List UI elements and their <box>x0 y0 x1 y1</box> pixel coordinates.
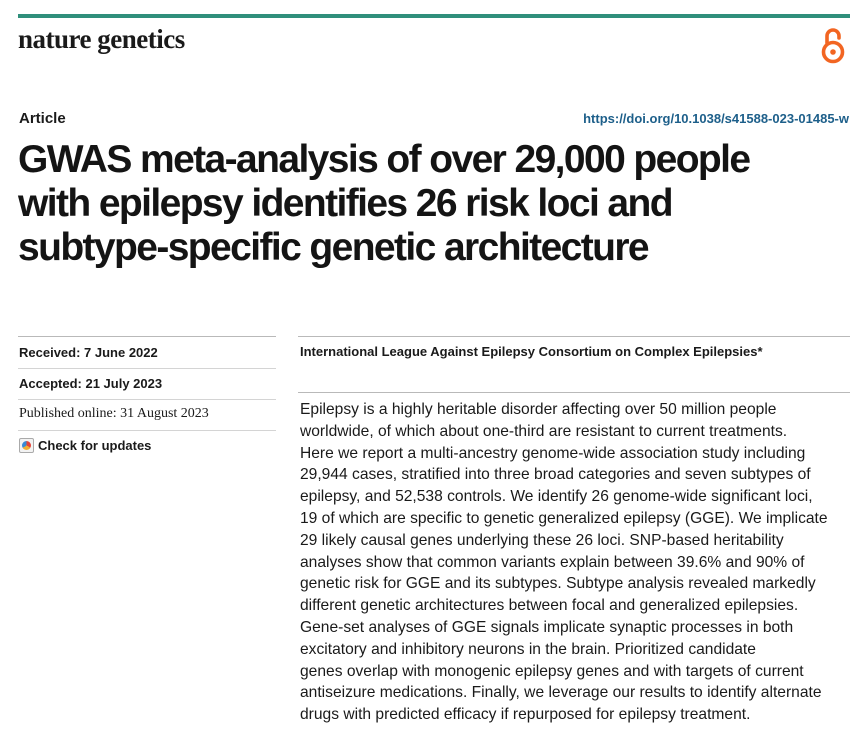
abstract-line: Gene-set analyses of GGE signals implicate synaptic processes in both <box>300 618 794 636</box>
abstract-line: Epilepsy is a highly heritable disorder affecting over 50 million people <box>300 401 777 418</box>
check-for-updates-label: Check for updates <box>38 438 152 453</box>
meta-divider <box>18 399 276 400</box>
abstract-line: drugs with predicted efficacy if repurposed for epilepsy treatment. <box>300 706 751 724</box>
title-line: subtype-specific genetic architecture <box>18 226 649 269</box>
doi-link[interactable]: https://doi.org/10.1038/s41588-023-01485-w <box>583 111 849 126</box>
article-title <box>18 138 858 270</box>
abstract-line: epilepsy, and 52,538 controls. We identify 26 genome-wide significant loci, <box>300 488 813 506</box>
abstract-top-divider <box>298 392 850 393</box>
abstract-line: genes overlap with monogenic epilepsy genes and with targets of current <box>300 662 804 680</box>
accepted-date: Accepted: 21 July 2023 <box>19 376 163 391</box>
abstract-line: antiseizure medications. Finally, we leverage our results to identify alternate <box>300 684 822 702</box>
abstract-line: 29 likely causal genes underlying these 26 loci. SNP-based heritability <box>300 531 784 549</box>
abstract-line: 29,944 cases, stratified into three broad categories and seven subtypes of <box>300 466 811 484</box>
abstract-line: worldwide, of which about one-third are resistant to current treatments. <box>300 422 788 440</box>
abstract-line: analyses show that common variants explain between 39.6% and 90% of <box>300 553 805 571</box>
meta-divider <box>18 368 276 369</box>
journal-name: nature genetics <box>18 24 185 54</box>
title-line: GWAS meta-analysis of over 29,000 people <box>18 138 750 181</box>
check-for-updates-button[interactable] <box>19 438 151 453</box>
article-type-label: Article <box>19 110 66 127</box>
header-accent-rule <box>18 14 850 18</box>
abstract-line: genetic risk for GGE and its subtypes. Subtype analysis revealed markedly <box>300 575 816 593</box>
crossmark-icon <box>19 438 34 453</box>
abstract-line: excitatory and inhibitory neurons in the brain. Prioritized candidate <box>300 640 756 658</box>
abstract <box>300 399 860 726</box>
received-date: Received: 7 June 2022 <box>19 345 158 360</box>
abstract-line: different genetic architectures between focal and generalized epilepsies. <box>300 597 799 615</box>
open-access-lock-icon[interactable] <box>818 26 848 64</box>
meta-top-divider <box>18 336 276 337</box>
meta-divider <box>18 430 276 431</box>
abstract-line: 19 of which are specific to genetic generalized epilepsy (GGE). We implicate <box>300 509 828 527</box>
published-date: Published online: 31 August 2023 <box>19 406 209 421</box>
abstract-line: Here we report a multi-ancestry genome-wide association study including <box>300 444 806 462</box>
authors-top-divider <box>298 336 850 337</box>
author-consortium[interactable]: International League Against Epilepsy Consortium on Complex Epilepsies* <box>300 344 763 359</box>
title-line: with epilepsy identifies 26 risk loci and <box>18 182 672 225</box>
